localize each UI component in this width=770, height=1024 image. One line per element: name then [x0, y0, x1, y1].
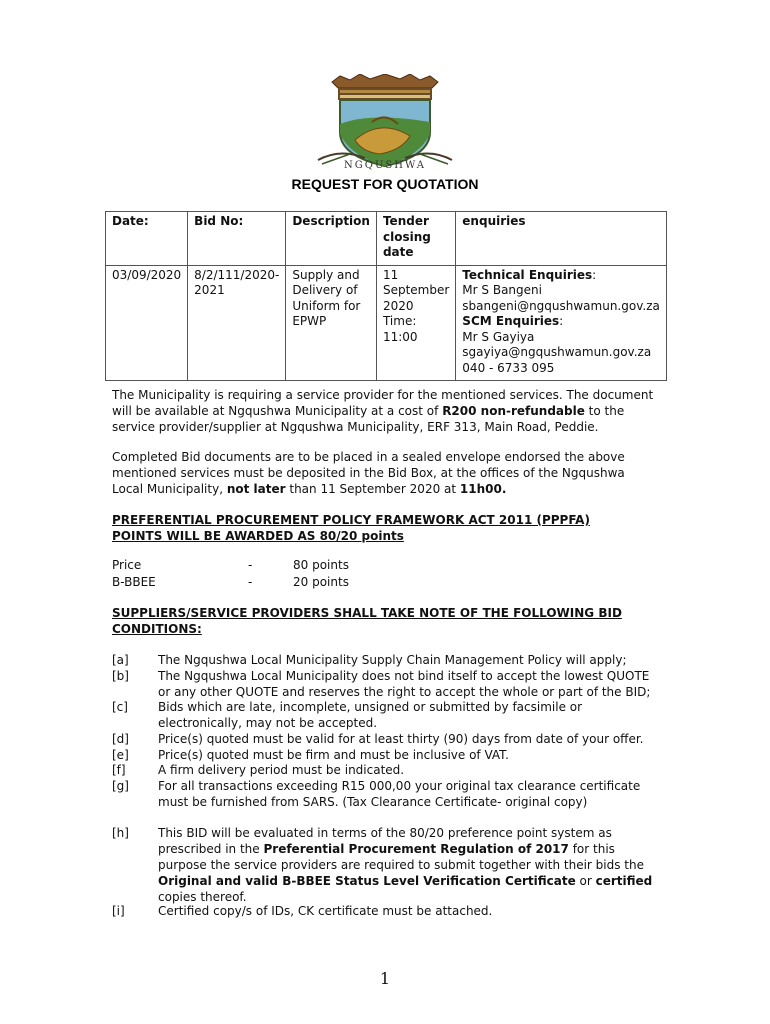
table-row [106, 265, 667, 381]
scm-enquiries-label: SCM Enquiries [462, 314, 560, 328]
tech-contact-email[interactable]: sbangeni@ngqushwamun.gov.za [462, 298, 660, 313]
condition-label: [g] [112, 779, 129, 793]
page-number: 1 [379, 969, 391, 988]
points-dash-bbbee: - [248, 575, 253, 589]
conditions-heading: SUPPLIERS/SERVICE PROVIDERS SHALL TAKE NOTE OF THE FOLLOWING BID CONDITIONS: [112, 606, 622, 636]
contact-phone: 040 - 6733 095 [462, 360, 555, 375]
cell-description: Supply and Delivery of Uniform for EPWP [286, 265, 377, 381]
cell-closing: 11 September 2020 Time: 11:00 [376, 265, 455, 381]
logo-wordmark: NGQUSHWA [344, 160, 426, 171]
points-value-price: 80 points [293, 558, 349, 572]
scm-contact-email[interactable]: sgayiya@ngqushwamun.gov.za [462, 345, 652, 359]
header-closing-date: Tender closing date [376, 212, 455, 266]
scm-contact-name: Mr S Gayiya [462, 329, 535, 344]
condition-text: Price(s) quoted must be valid for at least thirty (90) days from date of your offer. [158, 732, 644, 746]
condition-label: [h] [112, 826, 129, 840]
header-enquiries: enquiries [456, 212, 667, 266]
quotation-table [105, 211, 667, 381]
condition-label: [d] [112, 732, 129, 746]
condition-label: [a] [112, 653, 129, 667]
header-date: Date: [106, 212, 188, 266]
cell-enquiries: Technical Enquiries: Mr S Bangeni sbangeni@ngqushwamun.gov.za SCM Enquiries: Mr S Gayiya sgayiya@ngqushwamun.gov.za 040 - 6733 095 [456, 265, 667, 381]
page-title: REQUEST FOR QUOTATION [291, 176, 479, 192]
tech-contact-name: Mr S Bangeni [462, 283, 542, 297]
condition-text: Certified copy/s of IDs, CK certificate must be attached. [158, 904, 493, 918]
condition-text: The Ngqushwa Local Municipality does not bind itself to accept the lowest QUOTE or any other QUOTE and reserves the right to accept the whole or part of the BID; [158, 669, 651, 699]
table-header-row [106, 212, 667, 266]
condition-text: For all transactions exceeding R15 000,00 your original tax clearance certificate must be furnished from SARS. (Tax Clearance Certificate- original copy) [158, 779, 641, 809]
points-value-bbbee: 20 points [293, 575, 349, 589]
fee-highlight: R200 non-refundable [442, 404, 585, 418]
condition-text: The Ngqushwa Local Municipality Supply Chain Management Policy will apply; [158, 653, 627, 667]
pppfa-heading: PREFERENTIAL PROCUREMENT POLICY FRAMEWORK ACT 2011 (PPPFA) POINTS WILL BE AWARDED AS 80/20 points [112, 513, 590, 543]
condition-label: [f] [112, 763, 126, 777]
cell-date: 03/09/2020 [106, 265, 188, 381]
condition-text: Bids which are late, incomplete, unsigned or submitted by facsimile or electronically, may not be accepted. [158, 700, 583, 730]
condition-label: [i] [112, 904, 125, 918]
deadline-time: 11h00. [459, 482, 507, 496]
cell-bid-no: 8/2/111/2020-2021 [188, 265, 286, 381]
condition-text: Price(s) quoted must be firm and must be inclusive of VAT. [158, 748, 509, 762]
condition-text: A firm delivery period must be indicated. [158, 763, 405, 777]
points-dash-price: - [248, 558, 253, 572]
tech-enquiries-label: Technical Enquiries [462, 267, 593, 282]
points-label-price: Price [112, 558, 142, 572]
condition-label: [e] [112, 748, 129, 762]
municipality-logo [310, 74, 460, 174]
points-label-bbbee: B-BBEE [112, 575, 156, 589]
condition-label: [c] [112, 700, 128, 714]
availability-paragraph: The Municipality is requiring a service provider for the mentioned services. The document will be available at Ngqushwa Municipality at a cost of R200 non-refundable to the service provider/supplier at Ngqushwa Municipality, ERF 313, Main Road, Peddie. [112, 388, 654, 434]
submission-paragraph: Completed Bid documents are to be placed in a sealed envelope endorsed the above mentioned services must be deposited in the Bid Box, at the offices of the Ngqushwa Local Municipality, not later than 11 September 2020 at 11h00. [112, 450, 625, 496]
header-description: Description [286, 212, 377, 266]
condition-text: This BID will be evaluated in terms of the 80/20 preference point system as prescribed in the Preferential Procurement Regulation of 2017 for this purpose the service providers are required to submit together with their bids the Original and valid B-BBEE Status Level Verification Certificate or certified copies thereof. [158, 826, 653, 904]
condition-label: [b] [112, 669, 129, 683]
header-bid-no: Bid No: [188, 212, 286, 266]
